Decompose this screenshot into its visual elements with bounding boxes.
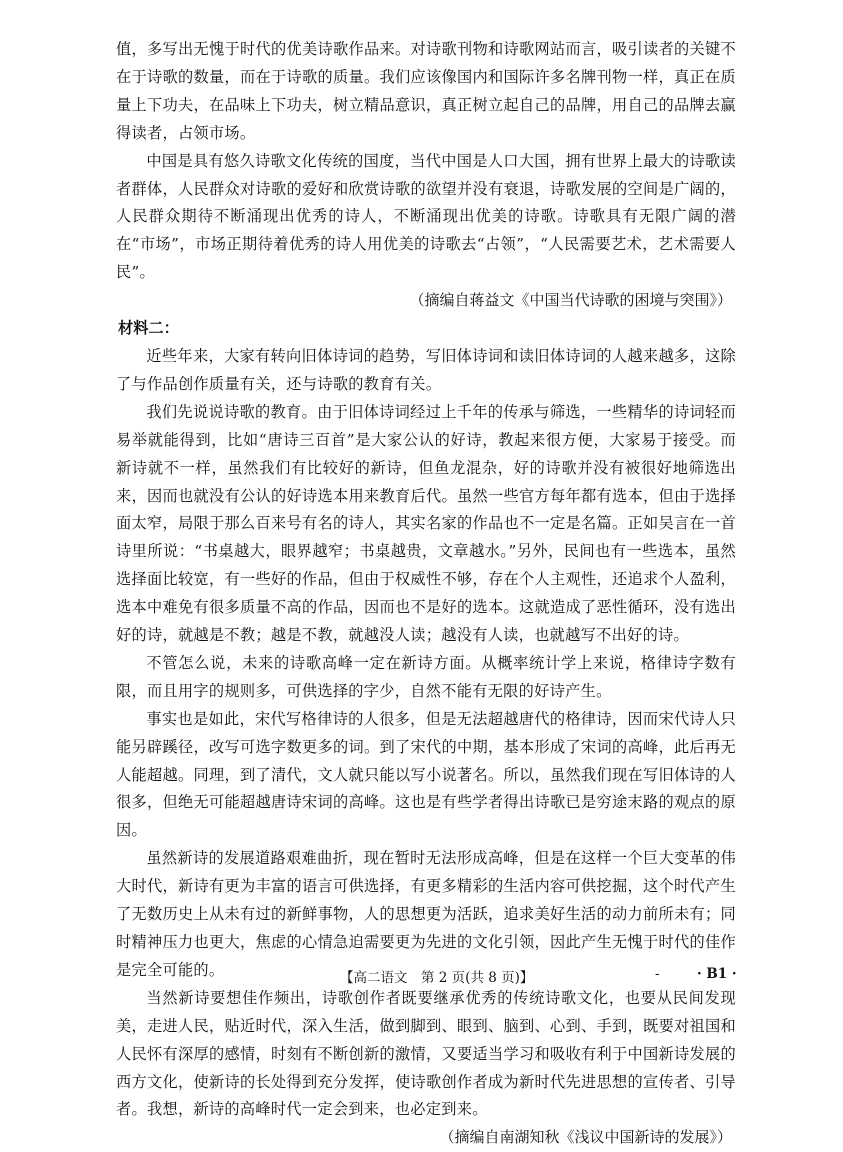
paragraph: 虽然新诗的发展道路艰难曲折，现在暂时无法形成高峰，但是在这样一个巨大变革的伟大时代，新诗有更为丰富的语言可供选择，有更多精彩的生活内容可供挖掘，这个时代产生了无数历史上从未有过的新鲜事物，人的思想更为活跃，追求美好生活的动力前所未有；同时精神压力也更大，焦虑的心情急迫需要更为先进的文化引领，因此产生无愧于时代的佳作是完全可能的。 xyxy=(116,849,736,979)
paragraph: 不管怎么说，未来的诗歌高峰一定在新诗方面。从概率统计学上来说，格律诗字数有限，而且用字的规则多，可供选择的字少，自然不能有无限的好诗产生。 xyxy=(116,653,736,700)
paragraph: 近些年来，大家有转向旧体诗词的趋势，写旧体诗词和读旧体诗词的人越来越多，这除了与作品创作质量有关，还与诗歌的教育有关。 xyxy=(116,346,736,393)
footer-code: · B1 · xyxy=(697,966,737,982)
material-two-heading: 材料二： xyxy=(118,319,179,338)
paragraph: 值，多写出无愧于时代的优美诗歌作品来。对诗歌刊物和诗歌网站而言，吸引读者的关键不在于诗歌的数量，而在于诗歌的质量。我们应该像国内和国际许多名牌刊物一样，真正在质量上下功夫，在品味上下功夫，树立精品意识，真正树立起自己的品牌，用自己的品牌去赢得读者，占领市场。 xyxy=(116,40,736,142)
paragraph: 事实也是如此，宋代写格律诗的人很多，但是无法超越唐代的格律诗，因而宋代诗人只能另辟蹊径，改写可选字数更多的词。到了宋代的中期，基本形成了宋词的高峰，此后再无人能超越。同理，到了清代，文人就只能以写小说著名。所以，虽然我们现在写旧体诗的人很多，但绝无可能超越唐诗宋词的高峰。这也是有些学者得出诗歌已是穷途末路的观点的原因。 xyxy=(116,709,736,840)
footer-mark: - xyxy=(655,966,660,982)
footer-page-label: 【高二语文 第 2 页(共 8 页)】 xyxy=(340,970,534,986)
source-citation-one: （摘编自蒋益文《中国当代诗歌的困境与突围》） xyxy=(409,291,732,310)
page-footer xyxy=(0,966,843,990)
source-citation-two: （摘编自南湖知秋《浅议中国新诗的发展》） xyxy=(439,1128,732,1147)
paragraph: 我们先说说诗歌的教育。由于旧体诗词经过上千年的传承与筛选，一些精华的诗词轻而易举就能得到，比如“唐诗三百首”是大家公认的好诗，教起来很方便，大家易于接受。而新诗就不一样，虽然我们有比较好的新诗，但鱼龙混杂，好的诗歌并没有被很好地筛选出来，因而也就没有公认的好诗选本用来教育后代。虽然一些官方每年都有选本，但由于选择面太窄，局限于那么百来号有名的诗人，其实名家的作品也不一定是名篇。正如吴言在一首诗里所说：“书桌越大，眼界越窄；书桌越贵，文章越水。”另外，民间也有一些选本，虽然选择面比较宽，有一些好的作品，但由于权威性不够，存在个人主观性，还追求个人盈利，选本中难免有很多质量不高的作品，因而也不是好的选本。这就造成了恶性循环，没有选出好的诗，就越是不教；越是不教，就越没人读；越没有人读，也就越写不出好的诗。 xyxy=(116,402,736,645)
paragraph: 当然新诗要想佳作频出，诗歌创作者既要继承优秀的传统诗歌文化，也要从民间发现美，走进人民，贴近时代，深入生活，做到脚到、眼到、脑到、心到、手到，既要对祖国和人民怀有深厚的感情，时刻有不断创新的激情，又要适当学习和吸收有利于中国新诗发展的西方文化，使新诗的长处得到充分发挥，使诗歌创作者成为新时代先进思想的宣传者、引导者。我想，新诗的高峰时代一定会到来，也必定到来。 xyxy=(116,988,736,1119)
paragraph: 中国是具有悠久诗歌文化传统的国度，当代中国是人口大国，拥有世界上最大的诗歌读者群体，人民群众对诗歌的爱好和欣赏诗歌的欲望并没有衰退，诗歌发展的空间是广阔的，人民群众期待不断涌现出优秀的诗人，不断涌现出优美的诗歌。诗歌具有无限广阔的潜在“市场”，市场正期待着优秀的诗人用优美的诗歌去“占领”，“人民需要艺术，艺术需要人民”。 xyxy=(116,151,736,282)
